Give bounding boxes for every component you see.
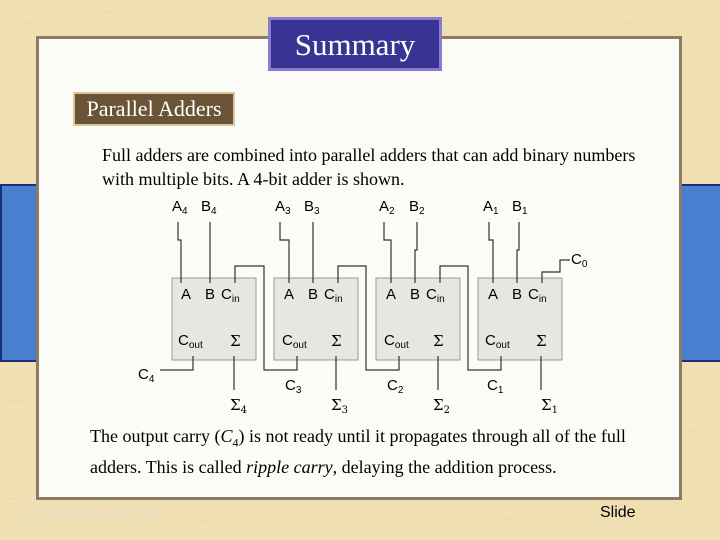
input-b2-label: $B_2$ xyxy=(409,198,425,217)
intro-text: Full adders are combined into parallel adders that can add binary numbers with multiple bits. A 4-bit adder is shown. xyxy=(102,145,636,189)
carry-c1-label: $C_1$ xyxy=(487,377,504,396)
adder-cout-label: $C_{out}$ xyxy=(384,332,409,351)
adder-b-label: B xyxy=(512,286,523,303)
input-b3-label: $B_3$ xyxy=(304,198,320,217)
adder-b-label: B xyxy=(205,286,216,303)
adder-b-label: B xyxy=(308,286,319,303)
adder-cin-label: $C_{in}$ xyxy=(324,286,343,305)
adder-a-label: A xyxy=(488,286,499,303)
input-b4-label: $B_4$ xyxy=(201,198,217,217)
adder-sum-label: Σ xyxy=(536,332,547,350)
adder-sum-label: Σ xyxy=(230,332,241,350)
adder-cin-label: $C_{in}$ xyxy=(528,286,547,305)
slide-title: Summary xyxy=(268,17,442,71)
adder-b-label: B xyxy=(410,286,421,303)
section-heading: Parallel Adders xyxy=(73,92,235,126)
adder-cin-label: $C_{in}$ xyxy=(426,286,445,305)
adder-cin-label: $C_{in}$ xyxy=(221,286,240,305)
input-b1-label: $B_1$ xyxy=(512,198,528,217)
carry-c2-label: $C_2$ xyxy=(387,377,404,396)
input-a4-label: $A_4$ xyxy=(172,198,188,217)
adder-sum-label: Σ xyxy=(331,332,342,350)
adder-sum-label: Σ xyxy=(433,332,444,350)
input-a2-label: $A_2$ xyxy=(379,198,395,217)
input-a1-label: $A_1$ xyxy=(483,198,499,217)
sum-3-label: $\Sigma_3$ xyxy=(331,396,348,416)
slide-label: Slide xyxy=(600,504,636,521)
explanation-paragraph: The output carry $(C_4)$ is not ready until it propagates through all of the full adders. This is called ripple carry, delaying the addition process. xyxy=(90,426,626,477)
sum-1-label: $\Sigma_1$ xyxy=(541,396,558,416)
adder-a-label: A xyxy=(284,286,295,303)
adder-a-label: A xyxy=(181,286,192,303)
adder-cout-label: $C_{out}$ xyxy=(178,332,203,351)
adder-cout-label: $C_{out}$ xyxy=(282,332,307,351)
carry-c4-label: $C_4$ xyxy=(138,366,155,385)
carry-c3-label: $C_3$ xyxy=(285,377,302,396)
adder-a-label: A xyxy=(386,286,397,303)
adder-cout-label: $C_{out}$ xyxy=(485,332,510,351)
sum-2-label: $\Sigma_2$ xyxy=(433,396,450,416)
carry-in-c0-label: $C_0$ xyxy=(571,251,588,270)
sum-4-label: $\Sigma_4$ xyxy=(230,396,247,416)
input-a3-label: $A_3$ xyxy=(275,198,291,217)
footer-citation: Floyd, Digital Fundamentals, 10th ed xyxy=(18,508,161,518)
